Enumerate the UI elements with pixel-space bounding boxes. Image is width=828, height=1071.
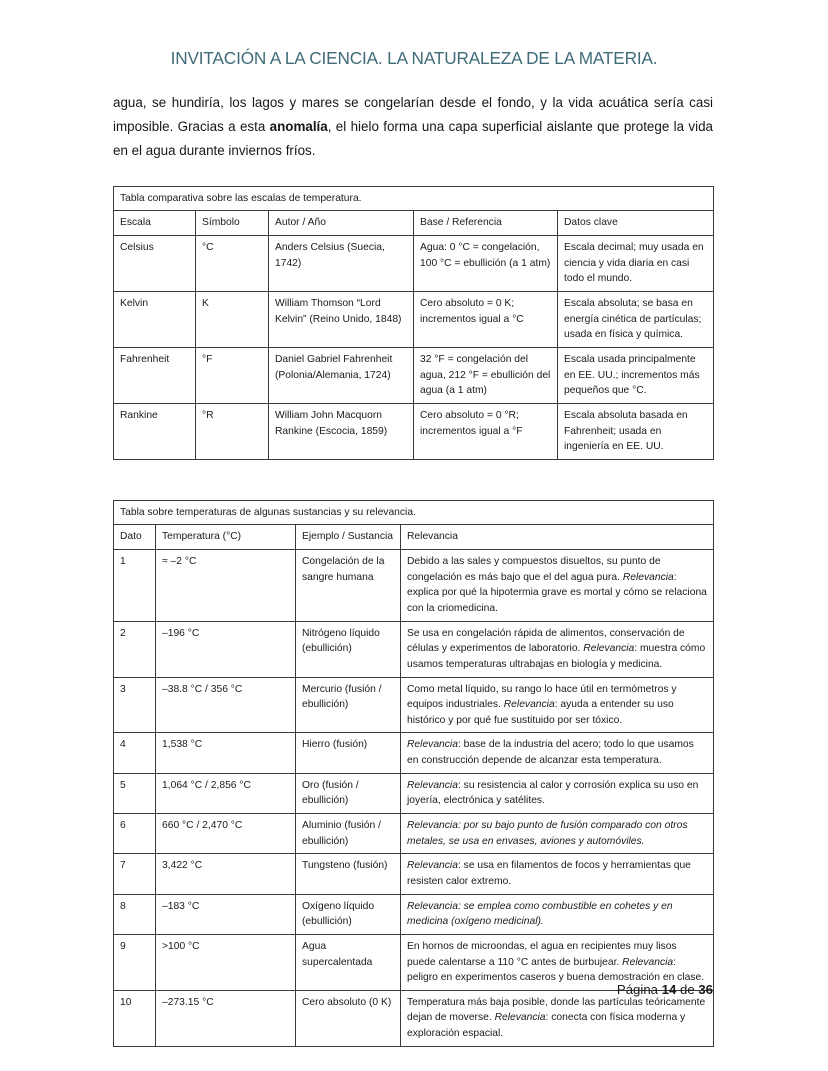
cell-autor: Anders Celsius (Suecia, 1742) <box>269 236 414 292</box>
cell-base: Cero absoluto = 0 K; incrementos igual a °C <box>414 292 558 348</box>
cell-sustancia: Agua supercalentada <box>296 934 401 990</box>
relevancia-label: Relevancia <box>407 739 458 751</box>
cell-escala: Kelvin <box>114 292 196 348</box>
relevancia-label: Relevancia <box>503 699 555 711</box>
cell-temperatura: –273.15 °C <box>156 990 296 1046</box>
cell-sustancia: Mercurio (fusión / ebullición) <box>296 677 401 733</box>
cell-relevancia <box>401 550 714 622</box>
cell-dato: 5 <box>114 773 156 813</box>
cell-dato: 3 <box>114 677 156 733</box>
cell-escala: Fahrenheit <box>114 347 196 403</box>
cell-dato: 9 <box>114 934 156 990</box>
cell-escala: Celsius <box>114 236 196 292</box>
cell-sustancia: Hierro (fusión) <box>296 733 401 773</box>
table-row <box>114 403 714 459</box>
relevancia-body: : ayuda a entender su uso histórico y por qué fue sustituido por ser tóxico. <box>407 699 674 726</box>
table-row <box>114 814 714 854</box>
relevancia-label: Relevancia <box>583 643 635 655</box>
cell-dato: 10 <box>114 990 156 1046</box>
table-row <box>114 854 714 894</box>
table-row <box>114 733 714 773</box>
relevancia-lead: En hornos de microondas, el agua en recipientes muy lisos puede calentarse a 110 °C antes de burbujear. <box>407 940 677 968</box>
cell-temperatura: 1,538 °C <box>156 733 296 773</box>
cell-autor: Daniel Gabriel Fahrenheit (Polonia/Alemania, 1724) <box>269 347 414 403</box>
table-row <box>114 550 714 622</box>
relevancia-lead: Se usa en congelación rápida de alimentos, conservación de células y experimentos de laboratorio. <box>407 627 685 655</box>
relevancia-label: Relevancia <box>407 779 458 791</box>
column-header-simbolo: Símbolo <box>196 211 269 236</box>
cell-temperatura: 1,064 °C / 2,856 °C <box>156 773 296 813</box>
cell-relevancia <box>401 773 714 813</box>
column-header-datos: Datos clave <box>558 211 714 236</box>
cell-dato: 7 <box>114 854 156 894</box>
footer-middle: de <box>676 982 699 997</box>
cell-relevancia <box>401 677 714 733</box>
table-temperature-scales <box>113 186 714 460</box>
paragraph-part1: agua, se hundiría, los lagos y mares se congelarían desde el fondo, y la vida acuática sería casi imposible. Gracias a esta <box>113 94 713 135</box>
page-footer <box>113 982 713 997</box>
table-row <box>114 894 714 934</box>
column-header-escala: Escala <box>114 211 196 236</box>
column-header-temperatura: Temperatura (°C) <box>156 525 296 550</box>
body-paragraph <box>113 91 713 164</box>
footer-total-pages: 36 <box>698 982 713 997</box>
footer-prefix: Página <box>616 982 662 997</box>
column-header-base: Base / Referencia <box>414 211 558 236</box>
cell-base: Cero absoluto = 0 °R; incrementos igual a °F <box>414 403 558 459</box>
relevancia-lead: Debido a las sales y compuestos disueltos, su punto de congelación es más bajo que el del agua pura. <box>407 556 661 583</box>
cell-simbolo: K <box>196 292 269 348</box>
page-title: INVITACIÓN A LA CIENCIA. LA NATURALEZA DE LA MATERIA. <box>170 48 658 68</box>
table-row <box>114 347 714 403</box>
relevancia-text: Relevancia: por su bajo punto de fusión comparado con otros metales, se usa en envases, aviones y automóviles. <box>407 820 688 847</box>
cell-autor: William Thomson “Lord Kelvin” (Reino Unido, 1848) <box>269 292 414 348</box>
cell-base: Agua: 0 °C = congelación, 100 °C = ebullición (a 1 atm) <box>414 236 558 292</box>
relevancia-body: : muestra cómo usamos temperaturas ultrabajas en biología y medicina. <box>407 643 706 670</box>
table-caption-row <box>114 500 714 525</box>
relevancia-lead: Temperatura más baja posible, donde las partículas teóricamente dejan de moverse. <box>407 996 706 1024</box>
relevancia-body: : su resistencia al calor y corrosión explica su uso en joyería, electrónica y satélites. <box>407 779 699 807</box>
cell-relevancia <box>401 814 714 854</box>
table-header-row <box>114 211 714 236</box>
cell-sustancia: Congelación de la sangre humana <box>296 550 401 622</box>
cell-temperatura: –183 °C <box>156 894 296 934</box>
cell-escala: Rankine <box>114 403 196 459</box>
cell-datos: Escala decimal; muy usada en ciencia y vida diaria en casi todo el mundo. <box>558 236 714 292</box>
column-header-dato: Dato <box>114 525 156 550</box>
relevancia-label: Relevancia <box>622 571 674 583</box>
cell-sustancia: Tungsteno (fusión) <box>296 854 401 894</box>
cell-temperatura: –196 °C <box>156 621 296 677</box>
table-row <box>114 773 714 813</box>
table-substances-caption: Tabla sobre temperaturas de algunas sustancias y su relevancia. <box>114 500 714 525</box>
cell-simbolo: °C <box>196 236 269 292</box>
table-row <box>114 990 714 1046</box>
table-caption-row <box>114 186 714 211</box>
cell-sustancia: Oxígeno líquido (ebullición) <box>296 894 401 934</box>
paragraph-bold-term: anomalía <box>269 119 328 135</box>
cell-relevancia <box>401 854 714 894</box>
cell-relevancia <box>401 990 714 1046</box>
cell-dato: 8 <box>114 894 156 934</box>
column-header-sustancia: Ejemplo / Sustancia <box>296 525 401 550</box>
cell-dato: 4 <box>114 733 156 773</box>
relevancia-label: Relevancia <box>494 1012 546 1024</box>
relevancia-body: : conecta con física moderna y exploración espacial. <box>407 1012 686 1040</box>
cell-temperatura: >100 °C <box>156 934 296 990</box>
cell-temperatura: 660 °C / 2,470 °C <box>156 814 296 854</box>
table-header-row <box>114 525 714 550</box>
paragraph-part2: , el hielo forma una capa superficial aislante que protege la vida en el agua durante inviernos fríos. <box>113 119 713 159</box>
cell-temperatura: 3,422 °C <box>156 854 296 894</box>
relevancia-lead: Como metal líquido, su rango lo hace útil en termómetros y equipos industriales. <box>407 683 677 711</box>
table-row <box>114 621 714 677</box>
cell-base: 32 °F = congelación del agua, 212 °F = ebullición del agua (a 1 atm) <box>414 347 558 403</box>
table-row <box>114 236 714 292</box>
cell-relevancia <box>401 733 714 773</box>
relevancia-label: Relevancia <box>622 956 674 968</box>
column-header-relevancia: Relevancia <box>401 525 714 550</box>
cell-relevancia <box>401 621 714 677</box>
table-substance-temperatures <box>113 500 714 1047</box>
cell-dato: 1 <box>114 550 156 622</box>
cell-sustancia: Aluminio (fusión / ebullición) <box>296 814 401 854</box>
column-header-autor: Autor / Año <box>269 211 414 236</box>
cell-temperatura: ≈ –2 °C <box>156 550 296 622</box>
relevancia-body: : se usa en filamentos de focos y herramientas que resisten calor extremo. <box>407 860 691 887</box>
cell-relevancia <box>401 894 714 934</box>
table-row <box>114 292 714 348</box>
table-substances-wrapper <box>113 500 713 1047</box>
cell-sustancia: Oro (fusión / ebullición) <box>296 773 401 813</box>
cell-datos: Escala usada principalmente en EE. UU.; incrementos más pequeños que °C. <box>558 347 714 403</box>
cell-datos: Escala absoluta; se basa en energía cinética de partículas; usada en física y química. <box>558 292 714 348</box>
table-scales-caption: Tabla comparativa sobre las escalas de temperatura. <box>114 186 714 211</box>
relevancia-body: : peligro en experimentos caseros y buena demostración en clase. <box>407 956 705 984</box>
relevancia-body: : explica por qué la hipotermia grave es mortal y cómo se relaciona con la criomedicina. <box>407 571 707 614</box>
cell-temperatura: –38.8 °C / 356 °C <box>156 677 296 733</box>
table-scales-wrapper <box>113 186 713 460</box>
relevancia-text: Relevancia: se emplea como combustible en cohetes y en medicina (oxígeno medicinal). <box>407 900 673 928</box>
cell-datos: Escala absoluta basada en Fahrenheit; usada en ingeniería en EE. UU. <box>558 403 714 459</box>
cell-sustancia: Nitrógeno líquido (ebullición) <box>296 621 401 677</box>
cell-autor: William John Macquorn Rankine (Escocia, 1859) <box>269 403 414 459</box>
relevancia-label: Relevancia <box>407 860 458 872</box>
cell-dato: 6 <box>114 814 156 854</box>
cell-simbolo: °R <box>196 403 269 459</box>
cell-sustancia: Cero absoluto (0 K) <box>296 990 401 1046</box>
cell-simbolo: °F <box>196 347 269 403</box>
cell-dato: 2 <box>114 621 156 677</box>
footer-page-number: 14 <box>661 982 677 997</box>
table-row <box>114 677 714 733</box>
relevancia-body: : base de la industria del acero; todo lo que usamos en construcción depende de alcanzar esta temperatura. <box>407 739 694 767</box>
